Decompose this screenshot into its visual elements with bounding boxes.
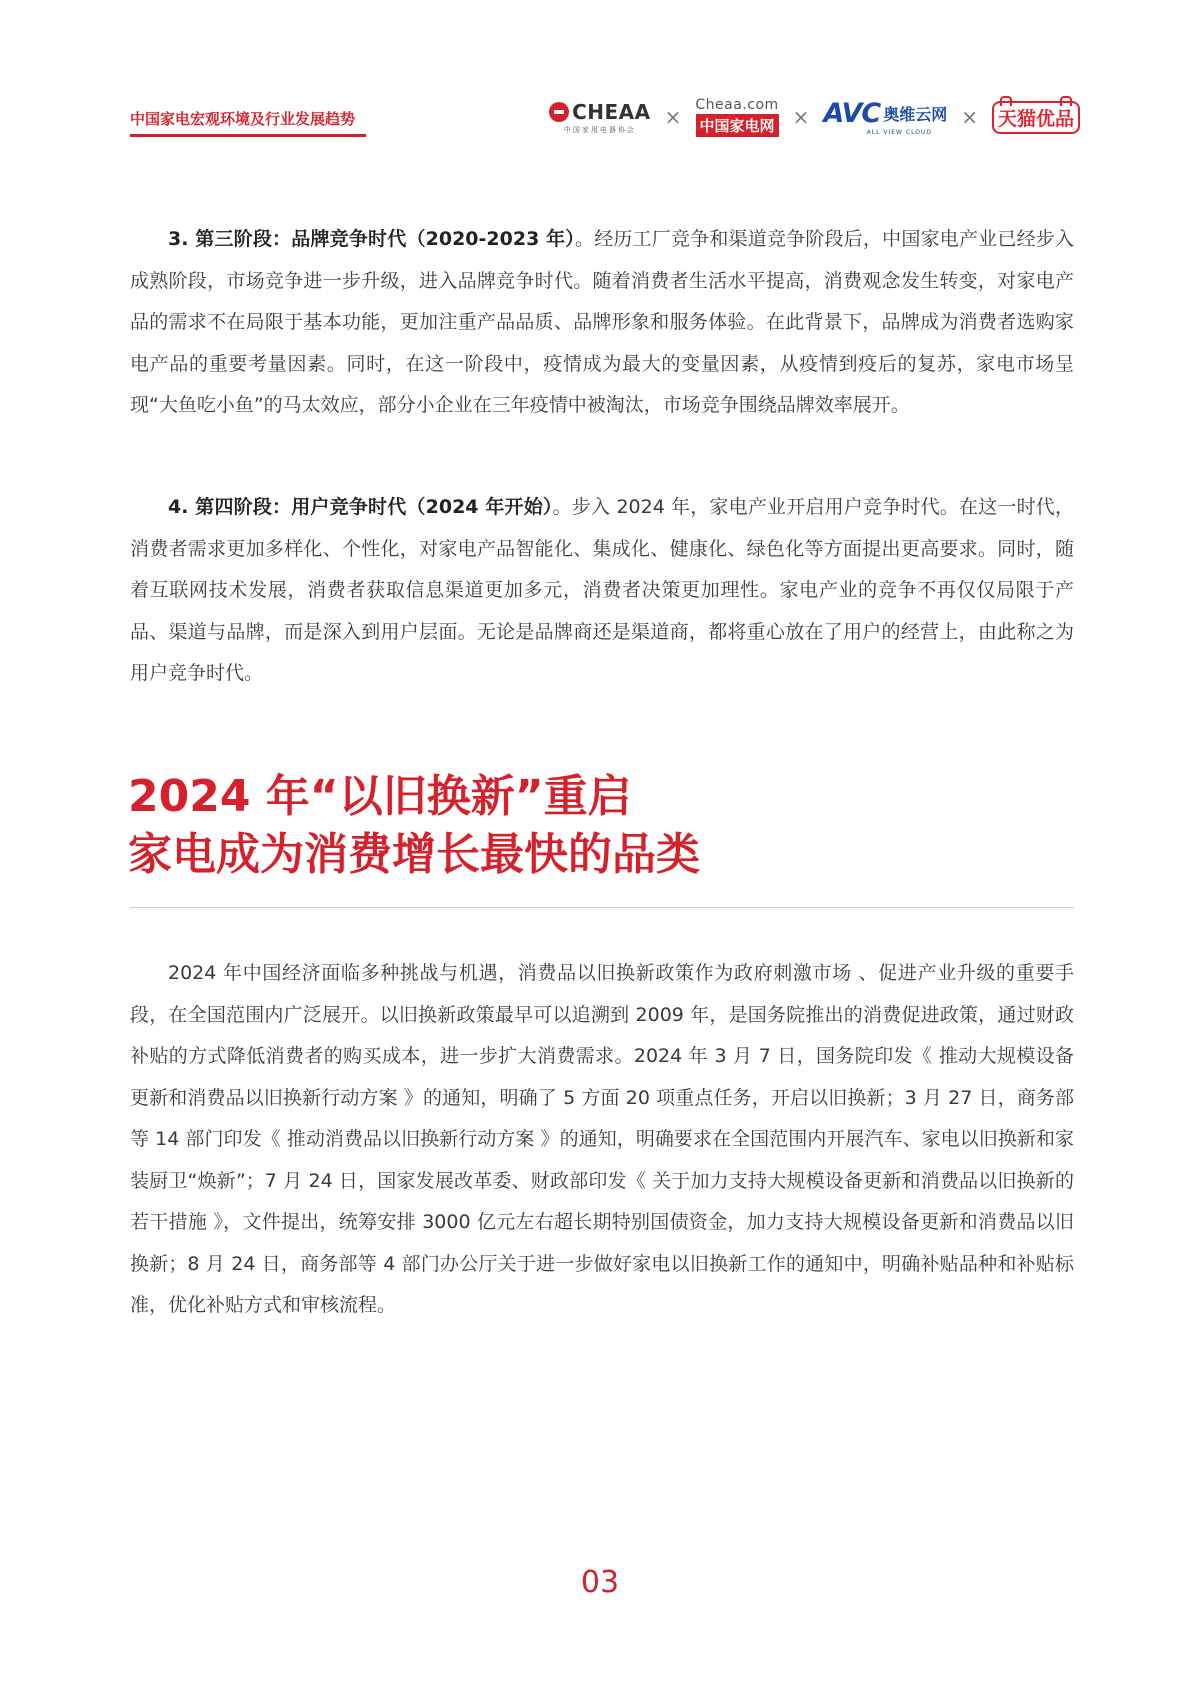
avc-logo-cn: 奥维云网 [883, 105, 948, 124]
section-heading [128, 768, 928, 884]
cheaa-logo [549, 100, 651, 135]
page-header [130, 92, 1080, 142]
paragraph-stage-four-label: 4. 第四阶段：用户竞争时代（2024 年开始） [168, 496, 553, 518]
cheaa-logo-name: CHEAA [572, 99, 651, 124]
cheaa-logo-subtitle: 中国家用电器协会 [563, 125, 636, 134]
tmall-logo-name: 天猫优品 [992, 101, 1080, 134]
paragraph-stage-three [130, 219, 1074, 427]
tmall-logo [992, 101, 1080, 134]
logo-separator: × [792, 105, 810, 129]
avc-logo-name: AVC [823, 98, 881, 129]
chinaiol-logo [695, 97, 778, 137]
report-title: 中国家电宏观环境及行业发展趋势 [130, 110, 356, 128]
page-number: 03 [580, 1565, 620, 1600]
avc-logo-subtitle: ALL VIEW CLOUD [866, 129, 932, 136]
logo-separator: × [961, 105, 978, 129]
paragraph-trade-in-policy: 2024 年中国经济面临多种挑战与机遇，消费品以旧换新政策作为政府刺激市场 、促进产业升级的重要手段，在全国范围内广泛展开。以旧换新政策最早可以追溯到 2009 年，是国务院推出的消费促进政策，通过财政补贴的方式降低消费者的购买成本，进一步扩大消费需求。2024 年 3 月 7 日，国务院印发《 推动大规模设备更新和消费品以旧换新行动方案 》的通知，明确了 5 方面 20 项重点任务，开启以旧换新；3 月 27 日，商务部等 14 部门印发《 推动消费品以旧换新行动方案 》的通知，明确要求在全国范围内开展汽车、家电以旧换新和家装厨卫“焕新”；7 月 24 日，国家发展改革委、财政部印发《 关于加力支持大规模设备更新和消费品以旧换新的若干措施 》，文件提出，统筹安排 3000 亿元左右超长期特别国债资金，加力支持大规模设备更新和消费品以旧换新；8 月 24 日，商务部等 4 部门办公厅关于进一步做好家电以旧换新工作的通知中，明确补贴品种和补贴标准，优化补贴方式和审核流程。 [130, 962, 1074, 1316]
partner-logos [549, 92, 1080, 142]
chinaiol-logo-name: 中国家电网 [696, 114, 779, 137]
section-heading-line-2: 家电成为消费增长最快的品类 [128, 829, 700, 880]
section-heading-line-1: 2024 年“以旧换新”重启 [128, 771, 632, 822]
paragraph-stage-three-label: 3. 第三阶段：品牌竞争时代（2020-2023 年） [168, 228, 575, 250]
paragraph-stage-four [130, 487, 1074, 695]
paragraph-stage-four-text: 。步入 2024 年，家电产业开启用户竞争时代。在这一时代，消费者需求更加多样化、个性化，对家电产品智能化、集成化、健康化、绿色化等方面提出更高要求。同时，随着互联网技术发展，消费者获取信息渠道更加多元，消费者决策更加理性。家电产业的竞争不再仅仅局限于产品、渠道与品牌，而是深入到用户层面。无论是品牌商还是渠道商，都将重心放在了用户的经营上，由此称之为用户竞争时代。 [130, 496, 1074, 684]
chinaiol-logo-domain: Cheaa.com [695, 97, 779, 113]
logo-separator: × [664, 105, 682, 129]
cheaa-emblem-icon [549, 102, 569, 122]
avc-logo [823, 98, 947, 136]
paragraph-stage-three-text: 。经历工厂竞争和渠道竞争阶段后，中国家电产业已经步入成熟阶段，市场竞争进一步升级，进入品牌竞争时代。随着消费者生活水平提高，消费观念发生转变，对家电产品的需求不在局限于基本功能，更加注重产品品质、品牌形象和服务体验。在此背景下，品牌成为消费者选购家电产品的重要考量因素。同时，在这一阶段中，疫情成为最大的变量因素，从疫情到疫后的复苏，家电市场呈现“大鱼吃小鱼”的马太效应，部分小企业在三年疫情中被淘汰，市场竞争围绕品牌效率展开。 [130, 228, 1074, 416]
report-title-underline [130, 134, 366, 137]
section-divider [130, 907, 1074, 908]
